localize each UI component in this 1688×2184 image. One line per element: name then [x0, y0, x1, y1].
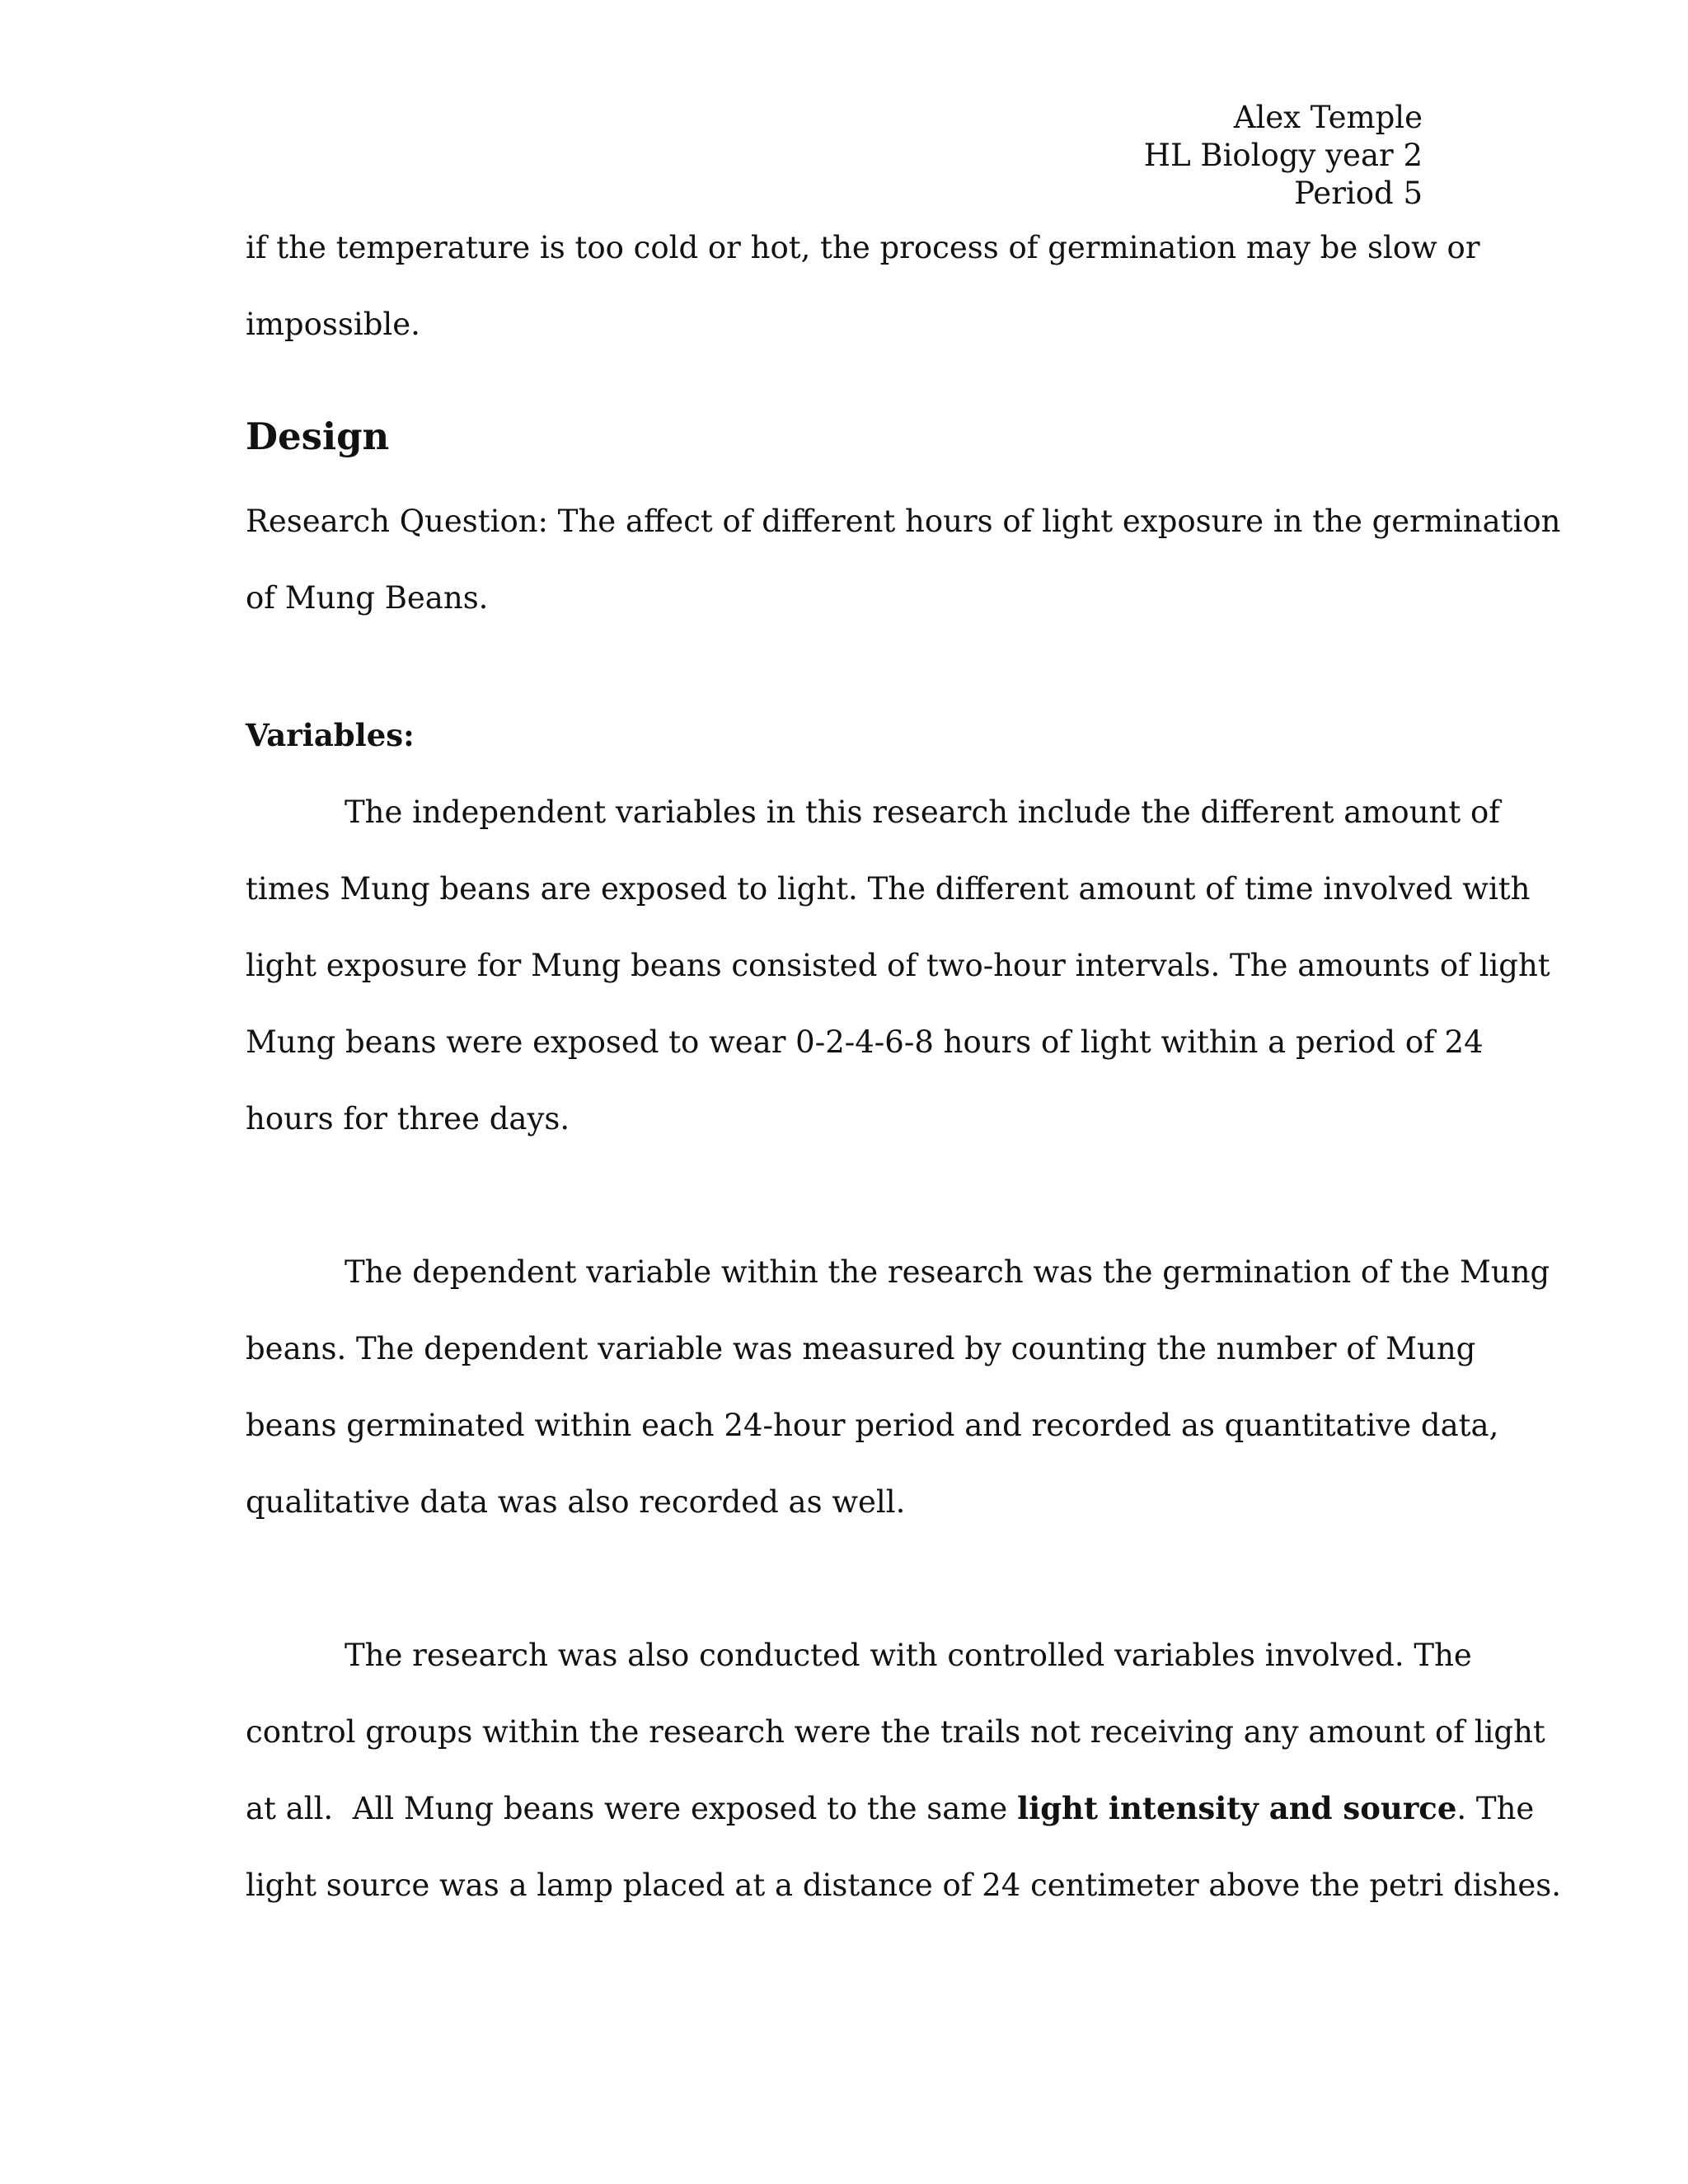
controlled-line-3-end: . The	[1456, 1791, 1535, 1826]
document-body	[246, 209, 1562, 1924]
design-heading: Design	[246, 415, 390, 458]
intro-line-2: impossible.	[246, 307, 420, 342]
class-period: Period 5	[1294, 176, 1423, 211]
spacer	[246, 363, 1432, 415]
independent-line-1: The independent variables in this research include the different amount of	[345, 794, 1500, 830]
controlled-line-2: control groups within the research were the trails not receiving any amount of light	[246, 1714, 1545, 1750]
dependent-line-4: qualitative data was also recorded as well.	[246, 1484, 906, 1520]
controlled-line-1: The research was also conducted with controlled variables involved. The	[345, 1638, 1472, 1673]
controlled-line-3	[246, 1770, 1535, 1847]
dependent-line-1: The dependent variable within the research was the germination of the Mung	[345, 1254, 1550, 1290]
dependent-line-3: beans germinated within each 24-hour period and recorded as quantitative data,	[246, 1408, 1499, 1443]
intro-line-1: if the temperature is too cold or hot, the process of germination may be slow or	[246, 230, 1480, 265]
variables-heading: Variables:	[246, 717, 415, 753]
controlled-line-4: light source was a lamp placed at a distance of 24 centimeter above the petri dishes.	[246, 1868, 1562, 1903]
light-intensity-emphasis: light intensity and source	[1017, 1790, 1457, 1826]
controlled-line-3-start: at all. All Mung beans were exposed to the same	[246, 1791, 1018, 1826]
research-question-line-1: Research Question: The affect of different hours of light exposure in the germination	[246, 504, 1561, 539]
course-name: HL Biology year 2	[1143, 138, 1423, 173]
author-header	[1144, 99, 1423, 213]
independent-line-5: hours for three days.	[246, 1101, 570, 1137]
independent-line-3: light exposure for Mung beans consisted of two-hour intervals. The amounts of light	[246, 948, 1550, 983]
independent-line-4: Mung beans were exposed to wear 0-2-4-6-8 hours of light within a period of 24	[246, 1024, 1484, 1060]
independent-line-2: times Mung beans are exposed to light. The different amount of time involved with	[246, 871, 1531, 907]
research-question-line-2: of Mung Beans.	[246, 580, 489, 616]
dependent-line-2: beans. The dependent variable was measured by counting the number of Mung	[246, 1331, 1476, 1366]
spacer	[246, 1157, 1432, 1234]
author-name: Alex Temple	[1233, 100, 1423, 135]
spacer	[246, 458, 1432, 483]
spacer	[246, 636, 1432, 697]
spacer	[246, 1540, 1432, 1617]
